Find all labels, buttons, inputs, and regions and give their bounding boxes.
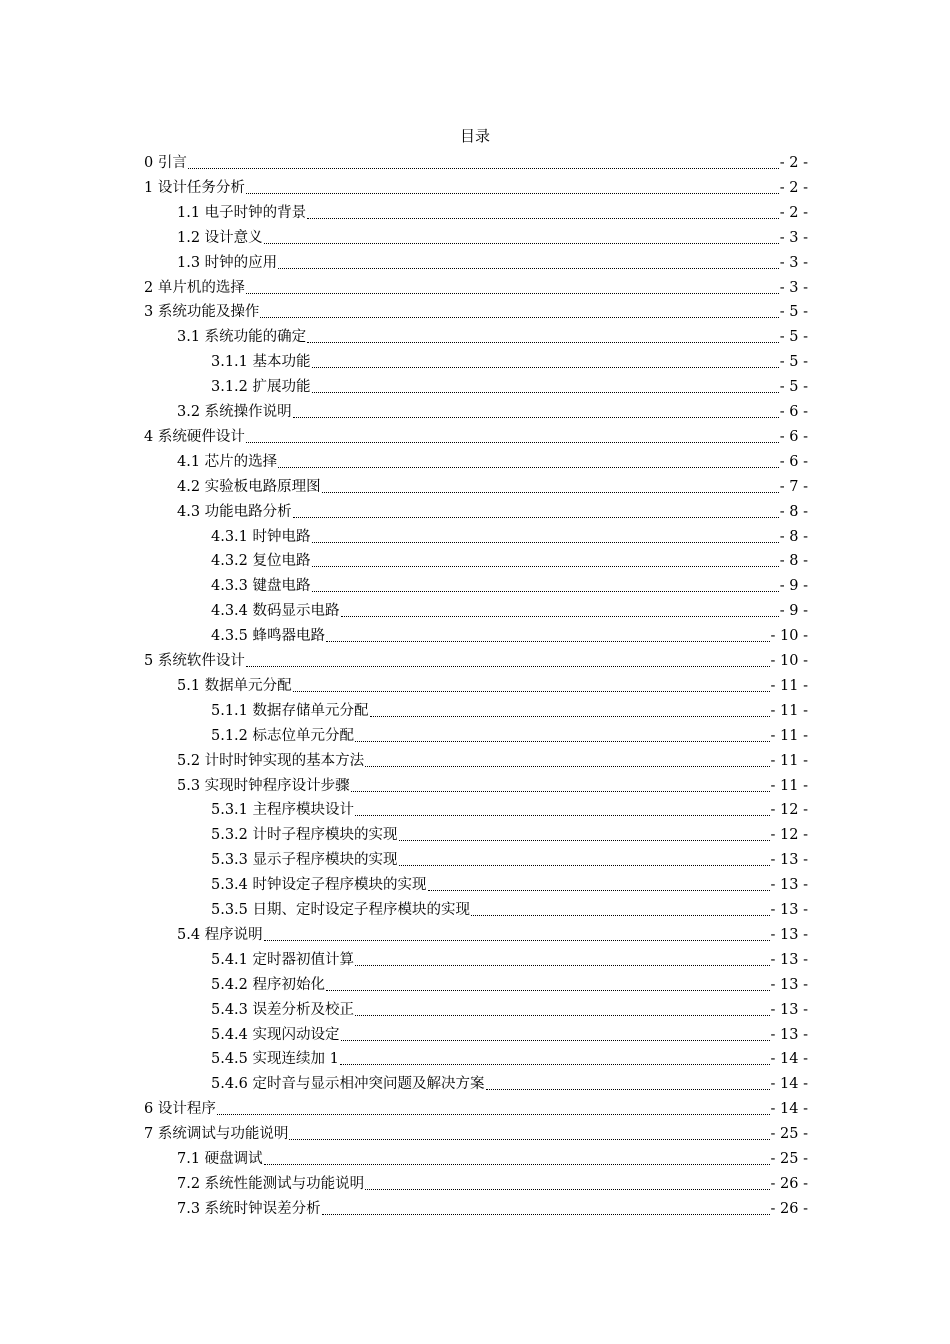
- toc-dot-leader: [326, 640, 770, 642]
- toc-entry[interactable]: [211, 349, 808, 371]
- toc-entry[interactable]: [211, 797, 808, 819]
- toc-dot-leader: [322, 491, 779, 493]
- toc-entry[interactable]: [211, 1022, 808, 1044]
- toc-entry-label: 5.4.6 定时音与显示相冲突问题及解决方案: [211, 1076, 485, 1093]
- toc-entry-label: 7.2 系统性能测试与功能说明: [177, 1175, 365, 1192]
- toc-dot-leader: [399, 864, 770, 866]
- toc-dot-leader: [246, 192, 779, 194]
- toc-dot-leader: [322, 1213, 770, 1215]
- toc-entry-page-number: - 10 -: [770, 628, 808, 645]
- toc-entry-page-number: - 2 -: [779, 204, 808, 221]
- toc-entry-page-number: - 13 -: [770, 877, 808, 894]
- toc-entry[interactable]: [177, 499, 808, 521]
- toc-entry-label: 1.1 电子时钟的背景: [177, 204, 307, 221]
- toc-entry-page-number: - 13 -: [770, 1001, 808, 1018]
- toc-entry-page-number: - 12 -: [770, 827, 808, 844]
- toc-entry-label: 2 单片机的选择: [144, 279, 245, 296]
- toc-entry-page-number: - 14 -: [770, 1051, 808, 1068]
- toc-entry-label: 5.2 计时时钟实现的基本方法: [177, 752, 365, 769]
- toc-entry-page-number: - 9 -: [779, 578, 808, 595]
- toc-entry-label: 1.2 设计意义: [177, 229, 263, 246]
- toc-entry-label: 3.1 系统功能的确定: [177, 329, 307, 346]
- toc-dot-leader: [246, 665, 770, 667]
- toc-entry-label: 5.3.4 时钟设定子程序模块的实现: [211, 877, 427, 894]
- toc-entry[interactable]: [211, 623, 808, 645]
- toc-entry[interactable]: [177, 474, 808, 496]
- toc-dot-leader: [312, 590, 779, 592]
- toc-dot-leader: [370, 715, 770, 717]
- toc-entry[interactable]: [177, 748, 808, 770]
- toc-dot-leader: [217, 1113, 770, 1115]
- toc-entry[interactable]: [211, 374, 808, 396]
- toc-entry-page-number: - 3 -: [779, 229, 808, 246]
- toc-entry-page-number: - 26 -: [770, 1175, 808, 1192]
- toc-entry[interactable]: [177, 673, 808, 695]
- toc-entry-page-number: - 13 -: [770, 852, 808, 869]
- toc-entry-page-number: - 13 -: [770, 926, 808, 943]
- toc-entry-page-number: - 14 -: [770, 1076, 808, 1093]
- toc-entry-label: 5.1 数据单元分配: [177, 677, 292, 694]
- toc-entry-label: 4.3.1 时钟电路: [211, 528, 311, 545]
- toc-entry[interactable]: [177, 449, 808, 471]
- toc-dot-leader: [293, 516, 779, 518]
- toc-entry-label: 5.4.1 定时器初值计算: [211, 951, 355, 968]
- toc-entry[interactable]: [211, 573, 808, 595]
- toc-entry[interactable]: [177, 324, 808, 346]
- toc-entry-page-number: - 11 -: [770, 677, 808, 694]
- toc-entry-label: 4.3.5 蜂鸣器电路: [211, 628, 326, 645]
- toc-entry-label: 6 设计程序: [144, 1101, 216, 1118]
- toc-entry[interactable]: [144, 648, 808, 670]
- toc-entry-page-number: - 8 -: [779, 553, 808, 570]
- toc-entry-page-number: - 6 -: [779, 453, 808, 470]
- toc-dot-leader: [355, 740, 770, 742]
- toc-dot-leader: [312, 565, 779, 567]
- toc-dot-leader: [312, 541, 779, 543]
- toc-entry-page-number: - 8 -: [779, 528, 808, 545]
- toc-entry-page-number: - 13 -: [770, 976, 808, 993]
- toc-entry-page-number: - 5 -: [779, 379, 808, 396]
- toc-dot-leader: [278, 267, 779, 269]
- toc-entry-label: 5.3.5 日期、定时设定子程序模块的实现: [211, 902, 471, 918]
- toc-dot-leader: [326, 989, 770, 991]
- toc-dot-leader: [312, 391, 779, 393]
- toc-entry-label: 4.3.4 数码显示电路: [211, 603, 340, 620]
- toc-entry[interactable]: [177, 1171, 808, 1193]
- toc-entry[interactable]: [144, 1096, 808, 1118]
- toc-entry-page-number: - 13 -: [770, 951, 808, 968]
- toc-entry-page-number: - 14 -: [770, 1101, 808, 1118]
- toc-dot-leader: [341, 1039, 770, 1041]
- toc-dot-leader: [399, 839, 770, 841]
- toc-entry-page-number: - 6 -: [779, 428, 808, 445]
- toc-entry-label: 1 设计任务分析: [144, 179, 245, 196]
- toc-dot-leader: [278, 466, 779, 468]
- toc-entry-label: 3 系统功能及操作: [144, 304, 260, 321]
- toc-entry[interactable]: [177, 200, 808, 222]
- toc-entry[interactable]: [177, 773, 808, 795]
- toc-dot-leader: [264, 242, 779, 244]
- toc-entry[interactable]: [211, 872, 808, 894]
- toc-entry[interactable]: [211, 548, 808, 570]
- toc-entry-label: 7.1 硬盘调试: [177, 1151, 263, 1167]
- toc-dot-leader: [264, 1163, 770, 1165]
- toc-entry-label: 4.3 功能电路分析: [177, 503, 292, 520]
- toc-entry[interactable]: [211, 598, 808, 620]
- toc-entry-label: 4.2 实验板电路原理图: [177, 478, 321, 495]
- toc-entry-label: 7 系统调试与功能说明: [144, 1126, 289, 1143]
- toc-entry-page-number: - 3 -: [779, 254, 808, 271]
- toc-entry-label: 1.3 时钟的应用: [177, 254, 278, 271]
- toc-entry-label: 3.1.1 基本功能: [211, 354, 311, 371]
- toc-dot-leader: [365, 765, 769, 767]
- toc-entry[interactable]: [211, 897, 808, 919]
- toc-entry-page-number: - 7 -: [779, 478, 808, 495]
- toc-dot-leader: [188, 167, 779, 169]
- toc-dot-leader: [260, 316, 778, 318]
- toc-entry-label: 3.1.2 扩展功能: [211, 379, 311, 396]
- toc-entry[interactable]: [177, 225, 808, 247]
- toc-entry-label: 5.4 程序说明: [177, 926, 263, 943]
- toc-entry-label: 5.3.3 显示子程序模块的实现: [211, 852, 398, 869]
- toc-entry[interactable]: [177, 399, 808, 421]
- toc-entry-page-number: - 11 -: [770, 777, 808, 794]
- toc-entry-label: 3.2 系统操作说明: [177, 404, 292, 420]
- toc-entry-label: 5.4.4 实现闪动设定: [211, 1026, 340, 1043]
- toc-entry-label: 5.4.5 实现连续加 1: [211, 1051, 339, 1068]
- toc-dot-leader: [365, 1188, 769, 1190]
- toc-entry-page-number: - 11 -: [770, 752, 808, 769]
- toc-entry-label: 7.3 系统时钟误差分析: [177, 1200, 321, 1217]
- toc-dot-leader: [264, 939, 770, 941]
- toc-entry-page-number: - 3 -: [779, 279, 808, 296]
- toc-entry[interactable]: [211, 1046, 808, 1068]
- toc-entry-label: 5.3.2 计时子程序模块的实现: [211, 827, 398, 844]
- toc-entry-label: 5.3 实现时钟程序设计步骤: [177, 777, 350, 794]
- toc-entry[interactable]: [177, 1196, 808, 1218]
- toc-dot-leader: [246, 441, 779, 443]
- toc-entry-label: 5.1.2 标志位单元分配: [211, 727, 355, 744]
- toc-entry-page-number: - 6 -: [779, 404, 808, 420]
- toc-entry-page-number: - 13 -: [770, 1026, 808, 1043]
- toc-entry[interactable]: [211, 723, 808, 745]
- toc-entry-page-number: - 11 -: [770, 702, 808, 719]
- toc-entry[interactable]: [144, 150, 808, 172]
- toc-entry[interactable]: [211, 997, 808, 1019]
- toc-entry-label: 4 系统硬件设计: [144, 428, 245, 445]
- toc-entry-page-number: - 25 -: [770, 1126, 808, 1143]
- toc-entry-page-number: - 13 -: [770, 902, 808, 918]
- toc-dot-leader: [355, 1014, 770, 1016]
- toc-dot-leader: [293, 416, 779, 418]
- toc-entry[interactable]: [211, 847, 808, 869]
- toc-dot-leader: [307, 217, 779, 219]
- toc-dot-leader: [246, 292, 779, 294]
- toc-dot-leader: [340, 1063, 770, 1065]
- toc-dot-leader: [293, 690, 770, 692]
- toc-entry[interactable]: [211, 822, 808, 844]
- toc-entry-label: 4.3.2 复位电路: [211, 553, 311, 570]
- toc-entry[interactable]: [211, 698, 808, 720]
- toc-entry[interactable]: [211, 1071, 808, 1093]
- toc-dot-leader: [471, 914, 770, 916]
- toc-entry[interactable]: [144, 1121, 808, 1143]
- toc-entry-page-number: - 8 -: [779, 503, 808, 520]
- toc-dot-leader: [486, 1088, 770, 1090]
- toc-entry-page-number: - 2 -: [779, 155, 808, 171]
- toc-entry[interactable]: [144, 175, 808, 197]
- toc-entry-page-number: - 11 -: [770, 727, 808, 744]
- toc-dot-leader: [355, 964, 770, 966]
- toc-dot-leader: [289, 1138, 769, 1140]
- toc-entry-label: 5.1.1 数据存储单元分配: [211, 702, 369, 719]
- toc-entry-page-number: - 9 -: [779, 603, 808, 620]
- toc-entry-page-number: - 2 -: [779, 179, 808, 196]
- toc-entry-page-number: - 5 -: [779, 304, 808, 321]
- toc-entry-page-number: - 25 -: [770, 1151, 808, 1167]
- toc-entry-page-number: - 12 -: [770, 802, 808, 819]
- toc-entry[interactable]: [211, 524, 808, 546]
- toc-entry-label: 5 系统软件设计: [144, 653, 245, 669]
- toc-entry[interactable]: [211, 947, 808, 969]
- toc-entry[interactable]: [144, 299, 808, 321]
- toc-dot-leader: [428, 889, 770, 891]
- toc-dot-leader: [341, 615, 779, 617]
- toc-dot-leader: [351, 790, 770, 792]
- toc-entry-page-number: - 5 -: [779, 354, 808, 371]
- toc-entry[interactable]: [177, 1146, 808, 1168]
- toc-entry[interactable]: [144, 424, 808, 446]
- toc-dot-leader: [307, 341, 779, 343]
- toc-entry-label: 5.4.3 误差分析及校正: [211, 1001, 355, 1018]
- toc-entry[interactable]: [211, 972, 808, 994]
- toc-title: 目录: [459, 127, 490, 145]
- toc-dot-leader: [355, 814, 770, 816]
- toc-entry-label: 5.4.2 程序初始化: [211, 976, 326, 993]
- toc-entry-label: 5.3.1 主程序模块设计: [211, 802, 355, 819]
- toc-entry-page-number: - 5 -: [779, 329, 808, 346]
- toc-entry-page-number: - 26 -: [770, 1200, 808, 1217]
- toc-entry-label: 0 引言: [144, 155, 187, 171]
- toc-entry-label: 4.1 芯片的选择: [177, 453, 278, 470]
- toc-entry-page-number: - 10 -: [770, 653, 808, 669]
- toc-entry[interactable]: [177, 922, 808, 944]
- toc-entry-label: 4.3.3 键盘电路: [211, 578, 311, 595]
- toc-entry[interactable]: [144, 275, 808, 297]
- toc-entry[interactable]: [177, 250, 808, 272]
- toc-dot-leader: [312, 366, 779, 368]
